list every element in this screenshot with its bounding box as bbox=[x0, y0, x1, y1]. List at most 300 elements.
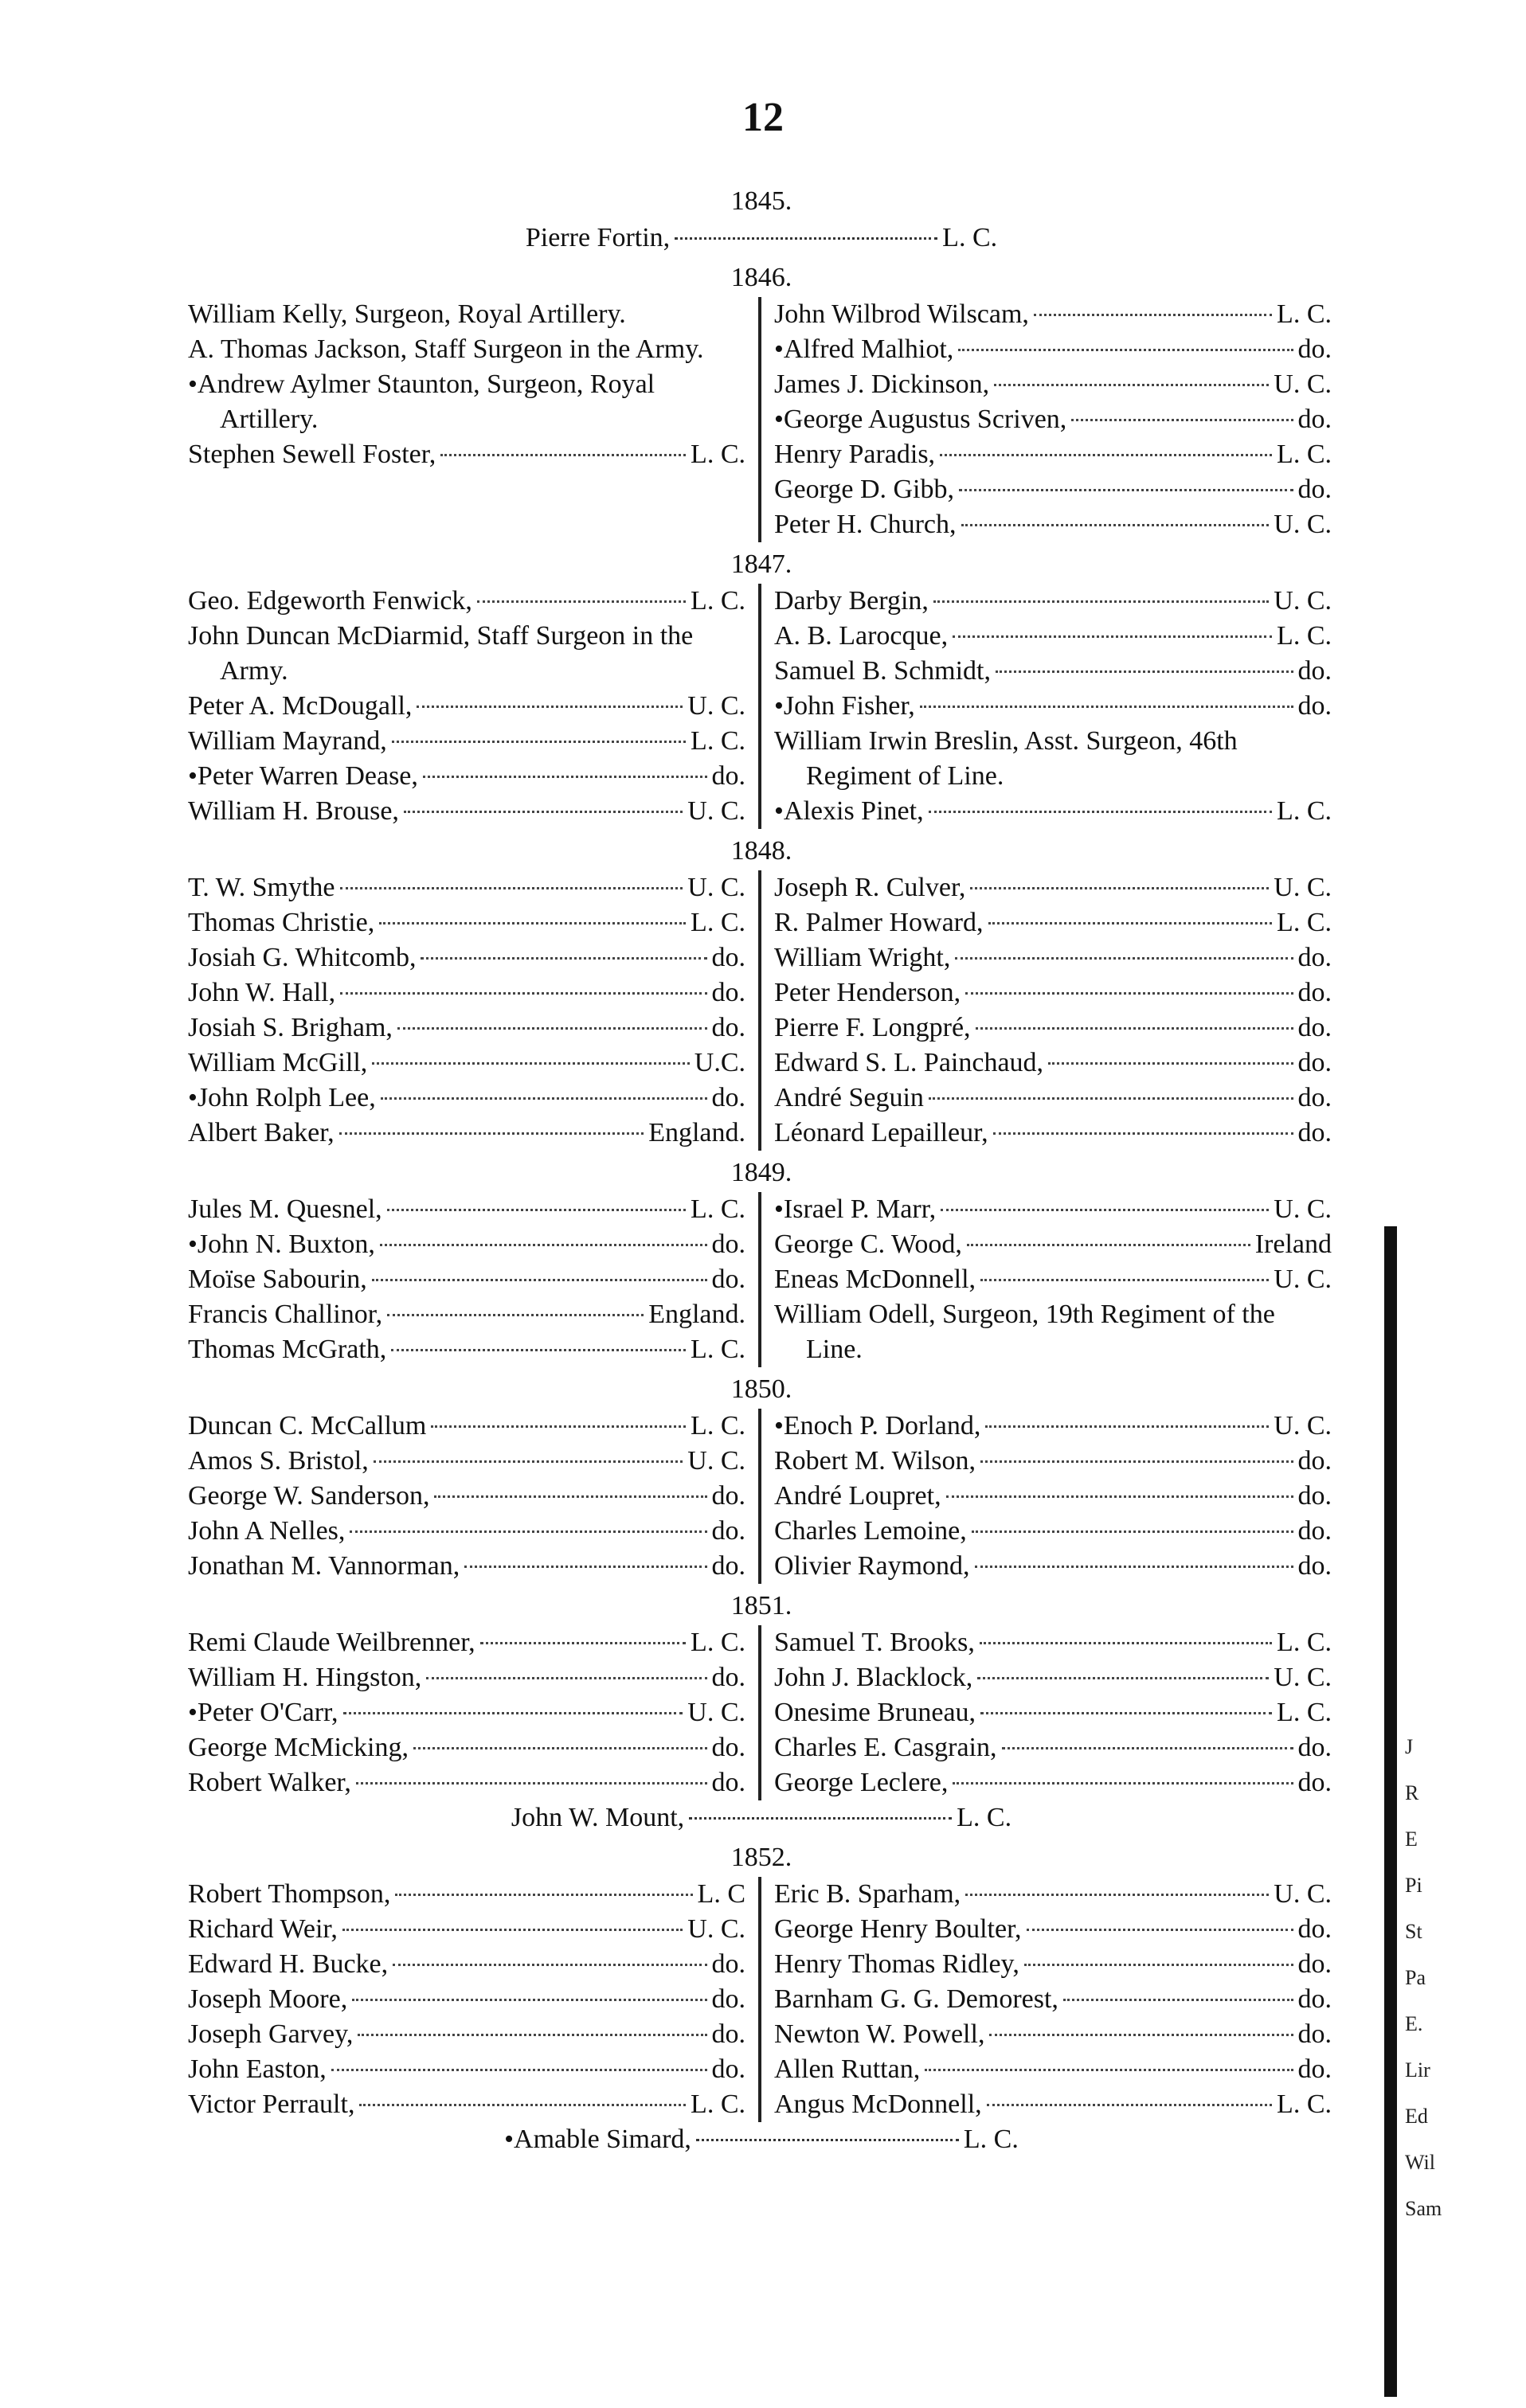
entry-name: Jonathan M. Vannorman, bbox=[188, 1551, 460, 1581]
dot-leader bbox=[477, 600, 686, 603]
entry-origin: do. bbox=[1297, 2019, 1332, 2049]
register-entry bbox=[188, 1514, 745, 1549]
entry-origin: L. C. bbox=[1277, 1628, 1332, 1657]
register-entry bbox=[188, 1765, 745, 1800]
register-entry bbox=[774, 619, 1332, 654]
entry-name: •Alexis Pinet, bbox=[774, 796, 924, 826]
register-content bbox=[188, 179, 1335, 2157]
register-entry bbox=[774, 794, 1332, 829]
margin-fragment: Pa bbox=[1405, 1966, 1426, 1989]
entry-name: George C. Wood, bbox=[774, 1229, 962, 1259]
register-entry bbox=[188, 940, 745, 975]
entry-origin: L. C. bbox=[691, 1628, 745, 1657]
year-section bbox=[188, 547, 1335, 829]
dot-leader bbox=[391, 1349, 686, 1351]
centered-entry bbox=[188, 221, 1335, 256]
dot-leader bbox=[352, 1999, 706, 2001]
dot-leader bbox=[946, 1495, 1293, 1498]
entry-name: Peter H. Church, bbox=[774, 510, 957, 539]
register-entry bbox=[774, 1081, 1332, 1116]
margin-fragment: R bbox=[1405, 1781, 1419, 1804]
dot-leader bbox=[929, 811, 1272, 813]
dot-leader bbox=[340, 992, 706, 995]
register-entry bbox=[774, 1514, 1332, 1549]
margin-fragment: Pi bbox=[1405, 1874, 1422, 1897]
entry-name: Newton W. Powell, bbox=[774, 2019, 985, 2049]
entry-origin: U. C. bbox=[1274, 1879, 1332, 1909]
entry-origin: do. bbox=[711, 1663, 745, 1692]
dot-leader bbox=[985, 1425, 1269, 1428]
year-heading: 1850. bbox=[730, 1374, 792, 1404]
margin-fragment: E. bbox=[1405, 2012, 1423, 2035]
dot-leader bbox=[989, 2034, 1293, 2036]
register-entry bbox=[188, 1262, 745, 1297]
register-entry bbox=[188, 1479, 745, 1514]
two-column-list bbox=[188, 1625, 1335, 1800]
year-section bbox=[188, 1589, 1335, 1835]
entry-name: Darby Bergin, bbox=[774, 586, 929, 616]
entry-origin: L. C. bbox=[1277, 299, 1332, 329]
year-section bbox=[188, 834, 1335, 1151]
entry-name: Thomas Christie, bbox=[188, 908, 375, 937]
dot-leader bbox=[387, 1209, 686, 1211]
entry-origin: L. C. bbox=[1277, 2089, 1332, 2119]
year-section bbox=[188, 1155, 1335, 1367]
year-heading: 1851. bbox=[730, 1591, 792, 1620]
entry-origin: England. bbox=[648, 1300, 745, 1329]
entry-origin: do. bbox=[1297, 334, 1332, 364]
entry-origin: do. bbox=[1297, 1048, 1332, 1077]
right-column bbox=[761, 870, 1332, 1151]
entry-name: John W. Mount, bbox=[511, 1803, 685, 1832]
dot-leader bbox=[379, 922, 686, 924]
register-entry bbox=[188, 1730, 745, 1765]
dot-leader bbox=[675, 237, 937, 240]
entry-name: T. W. Smythe bbox=[188, 873, 335, 902]
margin-fragment: Ed bbox=[1405, 2105, 1428, 2128]
register-entry bbox=[774, 975, 1332, 1010]
entry-name: •Peter Warren Dease, bbox=[188, 761, 418, 791]
dot-leader bbox=[431, 1425, 686, 1428]
two-column-list bbox=[188, 584, 1335, 829]
entry-origin: do. bbox=[1297, 1949, 1332, 1979]
register-entry bbox=[188, 1982, 745, 2017]
right-column bbox=[761, 1877, 1332, 2122]
register-entry bbox=[774, 297, 1332, 332]
dot-leader bbox=[356, 1782, 707, 1784]
entry-origin: do. bbox=[1297, 1118, 1332, 1147]
entry-origin: L. C. bbox=[1277, 621, 1332, 651]
entry-origin: L. C. bbox=[1277, 1698, 1332, 1727]
entry-origin: Ireland bbox=[1254, 1229, 1332, 1259]
entry-origin: L. C. bbox=[957, 1803, 1012, 1832]
entry-origin: U. C. bbox=[1274, 1411, 1332, 1440]
entry-name: Henry Paradis, bbox=[774, 440, 936, 469]
entry-name: Jules M. Quesnel, bbox=[188, 1194, 382, 1224]
dot-leader bbox=[976, 1027, 1293, 1030]
dot-leader bbox=[331, 2069, 707, 2071]
entry-name: Joseph Garvey, bbox=[188, 2019, 354, 2049]
entry-origin: L. C. bbox=[963, 2125, 1019, 2154]
register-entry bbox=[188, 1227, 745, 1262]
dot-leader bbox=[423, 776, 707, 778]
register-entry bbox=[188, 1947, 745, 1982]
entry-origin: do. bbox=[711, 943, 745, 972]
entry-origin: do. bbox=[1297, 1083, 1332, 1112]
entry-name: William Mayrand, bbox=[188, 726, 387, 756]
entry-origin: do. bbox=[1297, 978, 1332, 1007]
entry-origin: do. bbox=[711, 1768, 745, 1797]
entry-origin: do. bbox=[711, 1984, 745, 2014]
entry-name: William Wright, bbox=[774, 943, 951, 972]
register-entry bbox=[774, 1116, 1332, 1151]
dot-leader bbox=[689, 1817, 952, 1820]
entry-origin: do. bbox=[1297, 475, 1332, 504]
entry-origin: do. bbox=[1297, 405, 1332, 434]
entry-origin: do. bbox=[711, 1265, 745, 1294]
year-section bbox=[188, 184, 1335, 256]
dot-leader bbox=[359, 2104, 686, 2106]
year-section bbox=[188, 260, 1335, 542]
entry-origin: do. bbox=[1297, 1984, 1332, 2014]
dot-leader bbox=[987, 2104, 1272, 2106]
dot-leader bbox=[988, 922, 1273, 924]
dot-leader bbox=[925, 2069, 1293, 2071]
register-entry: William Odell, Surgeon, 19th Regiment of the Line. bbox=[774, 1300, 1275, 1364]
two-column-list bbox=[188, 1192, 1335, 1367]
entry-name: A. B. Larocque, bbox=[774, 621, 949, 651]
dot-leader bbox=[372, 1062, 689, 1065]
register-entry bbox=[188, 437, 745, 472]
entry-origin: L. C. bbox=[691, 726, 745, 756]
entry-origin: do. bbox=[1297, 656, 1332, 686]
register-entry bbox=[774, 472, 1332, 507]
entry-name: Charles E. Casgrain, bbox=[774, 1733, 997, 1762]
dot-leader bbox=[480, 1642, 686, 1644]
entry-name: John Easton, bbox=[188, 2054, 327, 2084]
register-entry: •Andrew Aylmer Staunton, Surgeon, Royal Artillery. bbox=[188, 369, 655, 434]
register-entry bbox=[188, 1912, 745, 1947]
dot-leader bbox=[1024, 1964, 1293, 1966]
entry-origin: U. C. bbox=[687, 1698, 745, 1727]
entry-name: Stephen Sewell Foster, bbox=[188, 440, 436, 469]
register-entry bbox=[774, 1695, 1332, 1730]
register-entry bbox=[774, 940, 1332, 975]
register-entry bbox=[774, 367, 1332, 402]
entry-origin: do. bbox=[1297, 1733, 1332, 1762]
entry-origin: U. C. bbox=[1274, 873, 1332, 902]
register-entry bbox=[774, 332, 1332, 367]
dot-leader bbox=[440, 454, 686, 456]
entry-name: George McMicking, bbox=[188, 1733, 409, 1762]
margin-fragment: J bbox=[1405, 1735, 1414, 1758]
entry-name: •John Rolph Lee, bbox=[188, 1083, 376, 1112]
entry-name: Peter A. McDougall, bbox=[188, 691, 413, 721]
entry-origin: do. bbox=[1297, 1013, 1332, 1042]
dot-leader bbox=[980, 1642, 1272, 1644]
year-heading: 1848. bbox=[730, 836, 792, 866]
right-column bbox=[761, 1409, 1332, 1584]
dot-leader bbox=[358, 2034, 706, 2036]
dot-leader bbox=[965, 1894, 1269, 1896]
register-entry bbox=[188, 870, 745, 905]
entry-name: Eneas McDonnell, bbox=[774, 1265, 976, 1294]
dot-leader bbox=[994, 384, 1269, 386]
dot-leader bbox=[972, 1530, 1293, 1533]
dot-leader bbox=[941, 1209, 1269, 1211]
dot-leader bbox=[393, 1964, 706, 1966]
entry-name: Amos S. Bristol, bbox=[188, 1446, 369, 1476]
entry-name: Remi Claude Weilbrenner, bbox=[188, 1628, 475, 1657]
register-entry bbox=[188, 724, 745, 759]
dot-leader bbox=[1071, 419, 1293, 421]
year-heading: 1852. bbox=[730, 1843, 792, 1872]
left-column bbox=[188, 297, 761, 542]
entry-origin: L. C. bbox=[691, 586, 745, 616]
dot-leader bbox=[929, 1097, 1293, 1100]
entry-origin: L. C. bbox=[691, 1194, 745, 1224]
margin-fragment: St bbox=[1405, 1920, 1422, 1943]
register-entry bbox=[774, 1227, 1332, 1262]
entry-name: Josiah G. Whitcomb, bbox=[188, 943, 417, 972]
entry-name: William McGill, bbox=[188, 1048, 368, 1077]
dot-leader bbox=[965, 992, 1293, 995]
entry-origin: do. bbox=[711, 1083, 745, 1112]
dot-leader bbox=[343, 1712, 683, 1714]
entry-origin: do. bbox=[711, 1551, 745, 1581]
dot-leader bbox=[967, 1244, 1250, 1246]
left-column bbox=[188, 870, 761, 1151]
dot-leader bbox=[387, 1314, 644, 1316]
entry-origin: L. C bbox=[697, 1879, 745, 1909]
entry-name: Onesime Bruneau, bbox=[774, 1698, 976, 1727]
dot-leader bbox=[958, 349, 1293, 351]
register-entry bbox=[774, 1046, 1332, 1081]
register-entry bbox=[188, 1695, 745, 1730]
entry-origin: do. bbox=[711, 978, 745, 1007]
entry-name: Allen Ruttan, bbox=[774, 2054, 921, 2084]
two-column-list bbox=[188, 297, 1335, 542]
entry-origin: do. bbox=[1297, 2054, 1332, 2084]
entry-origin: do. bbox=[711, 1949, 745, 1979]
entry-name: George Leclere, bbox=[774, 1768, 949, 1797]
register-entry bbox=[188, 584, 745, 619]
dot-leader bbox=[1063, 1999, 1293, 2001]
register-entry bbox=[188, 1332, 745, 1367]
entry-name: Angus McDonnell, bbox=[774, 2089, 982, 2119]
entry-origin: L. C. bbox=[691, 1335, 745, 1364]
dot-leader bbox=[980, 1279, 1269, 1281]
two-column-list bbox=[188, 870, 1335, 1151]
dot-leader bbox=[404, 811, 683, 813]
entry-name: Victor Perrault, bbox=[188, 2089, 355, 2119]
left-column bbox=[188, 1409, 761, 1584]
entry-name: George D. Gibb, bbox=[774, 475, 954, 504]
register-entry bbox=[188, 1660, 745, 1695]
register-entry bbox=[188, 1081, 745, 1116]
dot-leader bbox=[1027, 1929, 1293, 1931]
register-entry bbox=[774, 2087, 1332, 2122]
entry-origin: do. bbox=[711, 1229, 745, 1259]
register-entry bbox=[774, 654, 1332, 689]
dot-leader bbox=[434, 1495, 706, 1498]
entry-name: •George Augustus Scriven, bbox=[774, 405, 1067, 434]
register-entry bbox=[188, 794, 745, 829]
dot-leader bbox=[1002, 1747, 1293, 1749]
entry-origin: do. bbox=[711, 1013, 745, 1042]
entry-name: Richard Weir, bbox=[188, 1914, 338, 1944]
register-entry bbox=[774, 1549, 1332, 1584]
entry-origin: do. bbox=[1297, 1914, 1332, 1944]
dot-leader bbox=[340, 887, 683, 889]
right-column bbox=[761, 297, 1332, 542]
entry-origin: U. C. bbox=[1274, 369, 1332, 399]
register-entry bbox=[774, 1947, 1332, 1982]
entry-origin: do. bbox=[1297, 1551, 1332, 1581]
dot-leader bbox=[977, 1677, 1269, 1679]
right-column bbox=[761, 584, 1332, 829]
entry-name: Samuel B. Schmidt, bbox=[774, 656, 991, 686]
register-entry: A. Thomas Jackson, Staff Surgeon in the Army. bbox=[188, 334, 704, 364]
left-column bbox=[188, 1877, 761, 2122]
register-entry bbox=[774, 905, 1332, 940]
register-entry bbox=[774, 1730, 1332, 1765]
dot-leader bbox=[1048, 1062, 1293, 1065]
left-column bbox=[188, 584, 761, 829]
entry-origin: do. bbox=[1297, 1481, 1332, 1511]
entry-name: Francis Challinor, bbox=[188, 1300, 383, 1329]
entry-origin: U. C. bbox=[687, 1446, 745, 1476]
dot-leader bbox=[940, 454, 1272, 456]
entry-origin: L. C. bbox=[691, 440, 745, 469]
register-entry bbox=[774, 402, 1332, 437]
left-column bbox=[188, 1625, 761, 1800]
entry-name: Henry Thomas Ridley, bbox=[774, 1949, 1019, 1979]
register-entry bbox=[774, 584, 1332, 619]
dot-leader bbox=[980, 1712, 1272, 1714]
dot-leader bbox=[380, 1244, 707, 1246]
dot-leader bbox=[955, 957, 1293, 960]
entry-origin: do. bbox=[711, 1733, 745, 1762]
entry-name: John A Nelles, bbox=[188, 1516, 346, 1546]
dot-leader bbox=[980, 1460, 1293, 1463]
entry-name: Albert Baker, bbox=[188, 1118, 335, 1147]
dot-leader bbox=[417, 706, 683, 708]
entry-origin: L. C. bbox=[1277, 796, 1332, 826]
entry-origin: do. bbox=[1297, 1768, 1332, 1797]
year-heading: 1847. bbox=[730, 549, 792, 579]
entry-origin: do. bbox=[1297, 1516, 1332, 1546]
entry-origin: U. C. bbox=[687, 873, 745, 902]
entry-origin: U. C. bbox=[1274, 1265, 1332, 1294]
entry-name: Peter Henderson, bbox=[774, 978, 961, 1007]
entry-name: William H. Hingston, bbox=[188, 1663, 422, 1692]
dot-leader bbox=[350, 1530, 706, 1533]
entry-name: Josiah S. Brigham, bbox=[188, 1013, 393, 1042]
margin-fragment: Sam bbox=[1405, 2197, 1442, 2220]
register-entry bbox=[188, 905, 745, 940]
entry-name: Joseph Moore, bbox=[188, 1984, 348, 2014]
dot-leader bbox=[392, 741, 686, 743]
two-column-list bbox=[188, 1409, 1335, 1584]
entry-name: Olivier Raymond, bbox=[774, 1551, 970, 1581]
register-entry bbox=[188, 1444, 745, 1479]
register-entry bbox=[774, 689, 1332, 724]
register-entry bbox=[188, 975, 745, 1010]
page-number: 12 bbox=[742, 95, 784, 140]
year-heading: 1845. bbox=[730, 186, 792, 216]
entry-name: George W. Sanderson, bbox=[188, 1481, 430, 1511]
dot-leader bbox=[696, 2139, 959, 2141]
entry-name: Edward H. Bucke, bbox=[188, 1949, 389, 1979]
dot-leader bbox=[372, 1279, 707, 1281]
dot-leader bbox=[961, 524, 1270, 526]
dot-leader bbox=[970, 887, 1269, 889]
entry-origin: do. bbox=[711, 2019, 745, 2049]
register-entry bbox=[188, 1192, 745, 1227]
dot-leader bbox=[920, 706, 1293, 708]
entry-name: Thomas McGrath, bbox=[188, 1335, 387, 1364]
register-entry bbox=[774, 870, 1332, 905]
entry-name: John Wilbrod Wilscam, bbox=[774, 299, 1029, 329]
register-entry bbox=[774, 2017, 1332, 2052]
entry-name: Joseph R. Culver, bbox=[774, 873, 966, 902]
scan-edge-bar bbox=[1384, 1226, 1397, 2397]
year-section bbox=[188, 1372, 1335, 1584]
left-column bbox=[188, 1192, 761, 1367]
entry-name: Edward S. L. Painchaud, bbox=[774, 1048, 1044, 1077]
register-entry bbox=[774, 1660, 1332, 1695]
register-entry bbox=[774, 1765, 1332, 1800]
entry-origin: U. C. bbox=[687, 1914, 745, 1944]
entry-name: •John Fisher, bbox=[774, 691, 915, 721]
entry-name: R. Palmer Howard, bbox=[774, 908, 984, 937]
register-entry bbox=[188, 1116, 745, 1151]
register-entry bbox=[188, 1549, 745, 1584]
entry-origin: U. C. bbox=[1274, 1663, 1332, 1692]
register-entry bbox=[774, 1877, 1332, 1912]
entry-origin: L. C. bbox=[1277, 908, 1332, 937]
register-entry bbox=[774, 1982, 1332, 2017]
dot-leader bbox=[464, 1566, 706, 1568]
margin-fragment: E bbox=[1405, 1828, 1418, 1851]
register-entry: John Duncan McDiarmid, Staff Surgeon in the Army. bbox=[188, 621, 694, 686]
register-entry bbox=[188, 1409, 745, 1444]
centered-entry bbox=[188, 1800, 1335, 1835]
entry-origin: do. bbox=[711, 1516, 745, 1546]
register-entry bbox=[774, 1625, 1332, 1660]
dot-leader bbox=[993, 1132, 1293, 1135]
entry-origin: U.C. bbox=[694, 1048, 745, 1077]
entry-name: Léonard Lepailleur, bbox=[774, 1118, 988, 1147]
register-entry bbox=[188, 2017, 745, 2052]
centered-entry bbox=[188, 2122, 1335, 2157]
entry-name: André Seguin bbox=[774, 1083, 924, 1112]
entry-origin: L. C. bbox=[1277, 440, 1332, 469]
right-column bbox=[761, 1192, 1332, 1367]
entry-name: •Enoch P. Dorland, bbox=[774, 1411, 981, 1440]
two-column-list bbox=[188, 1877, 1335, 2122]
entry-name: James J. Dickinson, bbox=[774, 369, 990, 399]
register-entry bbox=[774, 1912, 1332, 1947]
entry-name: Charles Lemoine, bbox=[774, 1516, 967, 1546]
year-heading: 1846. bbox=[730, 263, 792, 292]
dot-leader bbox=[413, 1747, 707, 1749]
entry-name: Moïse Sabourin, bbox=[188, 1265, 367, 1294]
dot-leader bbox=[395, 1894, 692, 1896]
entry-origin: L. C. bbox=[691, 908, 745, 937]
dot-leader bbox=[339, 1132, 644, 1135]
